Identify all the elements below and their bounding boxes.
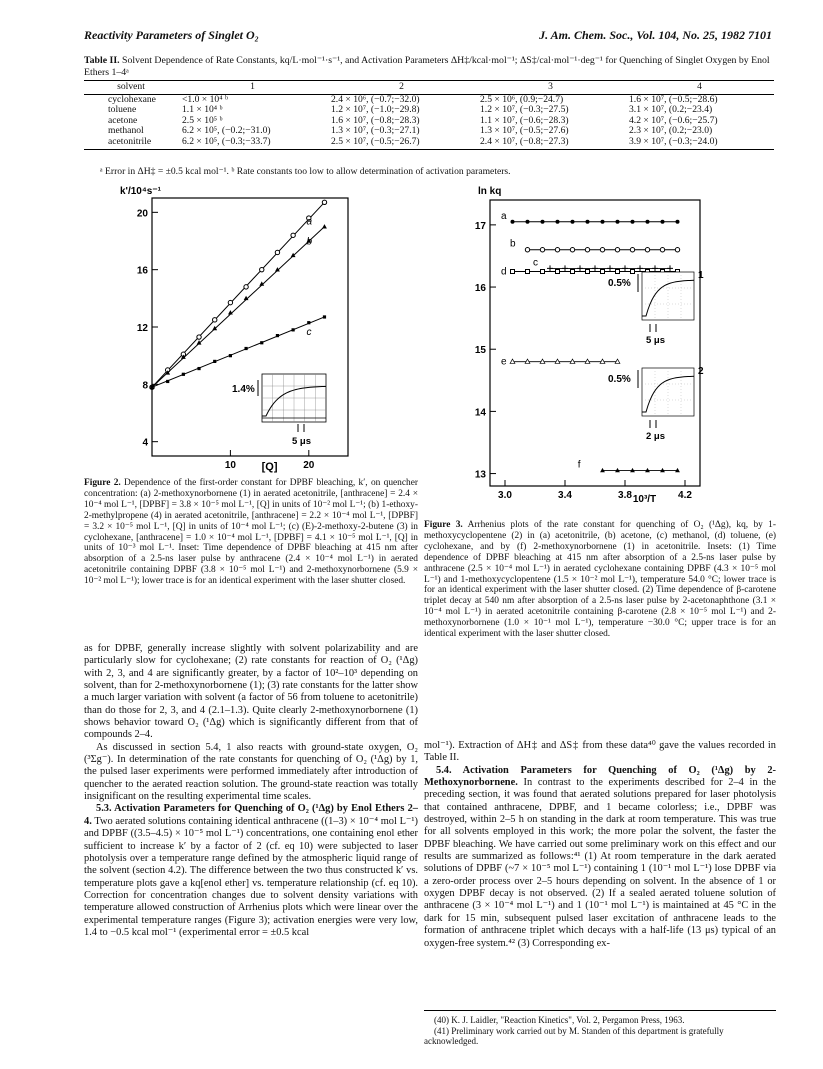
running-header [84, 28, 772, 44]
y-tick-label: 14 [474, 407, 486, 419]
table-cell-solvent: cyclohexane [108, 93, 156, 105]
data-point-b [540, 248, 544, 252]
table-cell: 1.1 × 10⁴ ᵇ [182, 104, 223, 115]
data-point-c [182, 373, 185, 376]
table-cell-solvent: acetone [108, 114, 138, 126]
data-point-c [592, 265, 598, 271]
x-tick-label: 3.0 [498, 490, 512, 501]
y-tick-label: 15 [474, 345, 486, 357]
references [424, 1010, 776, 1047]
data-point-b [585, 248, 589, 252]
inset-time-label: 2 μs [646, 431, 666, 442]
table-cell: 2.3 × 10⁷, (0.2;−23.0) [629, 125, 713, 136]
data-point-a [244, 285, 248, 289]
table-cell: 2.5 × 10⁵ ᵇ [182, 114, 223, 126]
data-point-c [562, 265, 568, 271]
y-tick-label: 4 [142, 437, 148, 449]
x-axis-label: [Q] [261, 461, 278, 473]
data-point-c [622, 265, 628, 271]
paragraph: mol⁻¹). Extraction of ΔH‡ and ΔS‡ from these data⁴⁰ gave the values recorded in Table II. [424, 740, 776, 764]
table-header-4: 4 [625, 81, 774, 95]
table-row [84, 126, 774, 137]
data-point-a [260, 267, 264, 271]
data-point-a [571, 220, 575, 224]
header-citation: J. Am. Chem. Soc., Vol. 104, No. 25, 1982 7101 [539, 28, 772, 42]
data-point-a [676, 220, 680, 224]
section-heading: 5.3. Activation Parameters for Quenching of O₂ (¹Δg) by Enol Ethers 2–4. [84, 803, 418, 827]
table-body [84, 94, 774, 150]
table-cell: <1.0 × 10⁴ ᵇ [182, 93, 228, 105]
table-caption-text: Solvent Dependence of Rate Constants, kq/L·mol⁻¹·s⁻¹, and Activation Parameters ΔH‡/kcal·mol⁻¹; ΔS‡/cal·mol⁻¹·deg⁻¹ for Quenching of Singlet Oxygen by Enol Ethers 1–4ᵃ [84, 55, 770, 78]
data-point-a [601, 220, 605, 224]
data-point-a [322, 200, 326, 204]
data-point-c [197, 367, 200, 370]
data-point-a [511, 220, 515, 224]
inset-scale-label: 1.4% [232, 384, 255, 395]
paragraph: as for DPBF, generally increase slightly with solvent polarizability and are particularly slow for cyclohexane; (2) rate constants for reaction of O₂ (¹Δg) with 2, 3, and 4 are significantly greater, by a factor of 10²–10³ depending on solvent, than for 2-methoxynorbornene (1); (3) rate constants for the latter show a much larger variation with solvent (a factor of 56 from toluene to acetonitrile) than do those for 2, 3, and 4 (2.1–1.3). Quite clearly 2-methoxynorbornene (1) shows behavior toward O₂ (¹Δg) which is significantly different from that of compounds 2–4. [84, 643, 418, 741]
y-tick-label: 8 [142, 380, 148, 392]
y-tick-label: 20 [136, 208, 148, 220]
right-column-body [424, 740, 776, 950]
data-point-b [660, 248, 664, 252]
data-point-a [661, 220, 665, 224]
y-tick-label: 17 [474, 220, 486, 232]
section-5-3 [84, 803, 418, 939]
plot-frame [490, 200, 700, 486]
data-point-c [229, 354, 232, 357]
inset-scale-label: 0.5% [608, 374, 631, 385]
data-point-c [244, 347, 247, 350]
series-label-c: c [533, 257, 538, 269]
data-point-a [541, 220, 545, 224]
data-point-b [322, 224, 327, 228]
reference: (40) K. J. Laidler, "Reaction Kinetics", Vol. 2, Pergamon Press, 1963. [434, 1015, 685, 1025]
series-label-b: b [509, 238, 516, 250]
data-point-c [652, 265, 658, 271]
x-tick-label: 3.8 [618, 490, 632, 501]
data-point-c [276, 334, 279, 337]
y-tick-label: 16 [136, 265, 148, 277]
table-cell: 1.2 × 10⁷, (−0.3;−27.5) [480, 104, 569, 115]
y-tick-label: 12 [136, 323, 148, 334]
data-point-b [600, 248, 604, 252]
table-ii [84, 80, 774, 150]
table-cell: 1.3 × 10⁷, (−0.3;−27.1) [331, 125, 420, 136]
curve-label-c: c [306, 326, 312, 338]
data-point-c [577, 265, 583, 271]
table-header-2: 2 [327, 81, 476, 95]
series-label-a: a [500, 210, 507, 222]
data-point-d [526, 270, 530, 274]
fit-line-a [152, 202, 324, 387]
inset-time-label: 5 μs [292, 436, 312, 447]
data-point-a [197, 335, 201, 339]
series-label-e: e [500, 356, 507, 368]
table-cell: 2.5 × 10⁶, (0.9;−24.7) [480, 93, 564, 105]
x-tick-label: 3.4 [558, 490, 572, 501]
data-point-b [645, 248, 649, 252]
data-point-b [525, 248, 529, 252]
table-cell: 2.5 × 10⁷, (−0.5;−26.7) [327, 137, 476, 150]
data-point-a [291, 233, 295, 237]
figure-2 [118, 186, 418, 476]
table-row [84, 137, 774, 150]
data-point-c [213, 360, 216, 363]
table-cell: 1.1 × 10⁷, (−0.6;−28.3) [480, 114, 569, 126]
data-point-d [541, 270, 545, 274]
table-cell: 3.1 × 10⁷, (0.2;−23.4) [629, 104, 713, 115]
data-point-c [547, 265, 553, 271]
table-cell-solvent: acetonitrile [84, 137, 178, 150]
table-cell: 6.2 × 10⁵, (−0.3;−33.7) [178, 137, 327, 150]
series-label-d: d [500, 266, 507, 278]
table-cell: 1.2 × 10⁷, (−1.0;−29.8) [331, 104, 420, 115]
data-point-c [150, 386, 153, 389]
table-caption [84, 55, 774, 79]
table-footnote: ᵃ Error in ΔH‡ = ±0.5 kcal mol⁻¹. ᵇ Rate constants too low to allow determination of activation parameters. [100, 166, 511, 177]
x-axis-label: 10³/T [632, 494, 657, 505]
figure-3-caption-text: Arrhenius plots of the rate constant for quenching of O₂ (¹Δg), kq, by 1-methoxycyclopentene (2) in (a) acetonitrile, (b) acetone, (c) methanol, (d) toluene, (e) cyclohexane, and by (f) 2-methoxynorbornene (1) in acetonitrile. Insets: (1) Time dependence of DPBF bleaching at 415 nm after absorption of a 2.5-ns laser pulse by anthracene (2.5 × 10⁻⁴ mol L⁻¹) in aerated cyclohexane containing DPBF (4.3 × 10⁻⁵ mol L⁻¹) and 1-methoxycyclopentene (1.5 × 10⁻² mol L⁻¹), temperature 54.0 °C; lower trace is for an identical experiment with the laser shutter closed. (2) Time dependence of β-carotene triplet decay at 540 nm after absorption of a 2.5-ns laser pulse by 2-acetonaphthone (3.1 × 10⁻⁴ mol L⁻¹) in aerated acetonitrile containing β-carotene (2.8 × 10⁻⁵ mol L⁻¹) and 2-methoxynorbornene (1.0 × 10⁻¹ mol L⁻¹), temperature −30.0 °C; upper trace is for an identical experiment with the laser shutter closed. [424, 520, 776, 640]
table-cell: 1.6 × 10⁷, (−0.8;−28.3) [331, 114, 420, 126]
header-title: Reactivity Parameters of Singlet O₂ [84, 28, 259, 42]
y-tick-label: 13 [474, 469, 486, 481]
figure-2-plot [120, 186, 348, 473]
data-point-d [631, 270, 635, 274]
inset-time-label: 5 μs [646, 335, 666, 346]
figure-3-caption [424, 520, 776, 640]
y-axis-label: k'/10⁴s⁻¹ [120, 186, 161, 197]
y-tick-label: 16 [474, 283, 486, 295]
table-cell: 2.4 × 10⁷, (−0.8;−27.3) [476, 137, 625, 150]
data-point-d [601, 270, 605, 274]
table-cell: 4.2 × 10⁷, (−0.6;−25.7) [629, 114, 718, 126]
table-header-solvent: solvent [84, 81, 178, 95]
inset-number: 2 [698, 366, 704, 377]
table-cell: 2.4 × 10⁶, (−0.7;−32.0) [331, 93, 420, 105]
data-point-c [307, 321, 310, 324]
data-point-a [526, 220, 530, 224]
figure-3 [454, 186, 724, 516]
left-column-body [84, 643, 418, 939]
data-point-a [213, 318, 217, 322]
inset-number: 1 [698, 270, 704, 281]
figure-2-caption-text: Dependence of the first-order constant for DPBF bleaching, k′, on quencher concentration: (a) 2-methoxynorbornene (1) in aerated acetonitrile, [anthracene] = 2.4 × 10⁻⁴ mol L⁻¹, [DPBF] = 3.8 × 10⁻⁵ mol L⁻¹, [Q] in units of 10⁻² mol L⁻¹; (b) 1-ethoxy-2-methylpropene (4) in aerated acetonitrile, [anthracene] = 2.2 × 10⁻⁴ mol L⁻¹, [DPBF] = 3.2 × 10⁻⁵ mol L⁻¹, [Q] in units of 10⁻⁴ mol L⁻¹; (c) (E)-2-methoxy-2-butene (3) in cyclohexane, [anthracene] = 1.0 × 10⁻⁴ mol L⁻¹, [DPBF] = 4.1 × 10⁻⁵ mol L⁻¹, [Q] in units of 10⁻³ mol L⁻¹. Inset: Time dependence of DPBF bleaching at 415 nm after absorption of a 2.5-ns laser pulse by anthracene (2.4 × 10⁻⁴ mol L⁻¹) in aerated acetonitrile containing DPBF (3.8 × 10⁻⁵ mol L⁻¹) and 2-methoxynorbornene (5.9 × 10⁻² mol L⁻¹); lower trace is for an identical experiment with the laser shutter closed. [84, 478, 418, 587]
x-tick-label: 4.2 [678, 490, 692, 501]
figure-3-plot [475, 186, 704, 505]
data-point-c [292, 328, 295, 331]
data-point-a [586, 220, 590, 224]
table-header-3: 3 [476, 81, 625, 95]
curve-label-a: a [306, 216, 313, 228]
figure-2-caption [84, 478, 418, 587]
x-tick-label: 20 [303, 460, 315, 471]
data-point-c [260, 341, 263, 344]
table-cell-solvent: toluene [108, 104, 137, 115]
data-point-b [570, 248, 574, 252]
data-point-a [631, 220, 635, 224]
paragraph: As discussed in section 5.4, 1 also reacts with ground-state oxygen, O₂ (³Σg⁻). In determination of the rate constants for quenching of O₂ (¹Δg) by 1, the pulsed laser experiments were performed immediately after introduction of quencher to the aerated reaction solution. The ground-state reaction was totally insignificant on the resulting experimental time scales. [84, 741, 418, 803]
section-heading: 5.4. Activation Parameters for Quenching of O₂ (¹Δg) by 2-Methoxynorbornene. [424, 764, 776, 789]
figure-3-caption-label: Figure 3. [424, 520, 463, 530]
data-point-d [511, 270, 515, 274]
data-point-b [555, 248, 559, 252]
data-point-a [228, 300, 232, 304]
data-point-b [212, 326, 217, 330]
x-tick-label: 10 [224, 460, 236, 471]
data-point-d [616, 270, 620, 274]
table-cell-solvent: methanol [108, 125, 144, 136]
reference: (41) Preliminary work carried out by M. Standen of this department is gratefully acknowledged. [424, 1025, 724, 1046]
data-point-c [166, 380, 169, 383]
data-point-a [275, 250, 279, 254]
table-cell: 6.2 × 10⁵, (−0.2;−31.0) [182, 125, 271, 136]
data-point-d [586, 270, 590, 274]
data-point-c [607, 265, 613, 271]
curve-label-b: b [306, 236, 313, 248]
section-5-4 [424, 765, 776, 950]
data-point-d [571, 270, 575, 274]
data-point-b [675, 248, 679, 252]
series-label-f: f [577, 459, 581, 471]
table-row [84, 105, 774, 116]
data-point-a [646, 220, 650, 224]
table-caption-label: Table II. [84, 55, 120, 66]
inset-scale-label: 0.5% [608, 278, 631, 289]
data-point-a [556, 220, 560, 224]
fit-line-b [152, 227, 324, 388]
section-text: Two aerated solutions containing identical anthracene ((1–3) × 10⁻⁴ mol L⁻¹) and DPBF ((3.5–4.5) × 10⁻⁵ mol L⁻¹) concentrations, one containing enol ether sufficient to increase k′ by a factor of 2 (cf. eq 10) were subjected to laser photolysis over a temperature range defined by the atmospheric liquid range of the solvent (section 4.2). The difference between the two thus constructed k′ vs. temperature plots gave a kq[enol ether] vs. temperature relationship (cf. eq 10). Correction for concentration changes due to solvent density variations with temperature allowed construction of Arrhenius plots which were linear over the experimental temperature ranges (Figure 3); activation energies were very low, 1.4 to −0.5 kcal mol⁻¹ (experimental error = ±0.5 kcal [84, 815, 418, 938]
data-point-c [637, 265, 643, 271]
data-point-c [667, 265, 673, 271]
data-point-c [323, 315, 326, 318]
data-point-b [630, 248, 634, 252]
table-header-1: 1 [178, 81, 327, 95]
data-point-b [615, 248, 619, 252]
data-point-a [616, 220, 620, 224]
y-axis-label: ln kq [478, 186, 502, 197]
table-cell: 1.6 × 10⁷, (−0.5;−28.6) [629, 93, 718, 105]
figure-2-caption-label: Figure 2. [84, 478, 121, 488]
table-cell: 1.3 × 10⁷, (−0.5;−27.6) [480, 125, 569, 136]
section-text: In contrast to the experiments described for 2–4 in the preceding section, it was found that aerated solutions prepared for laser photolysis that contained anthracene, DPBF, and 1 became colorless; i.e., DPBF was destroyed, within 2–5 h on standing in the dark at room temperature. This was true for all solvents employed in this work; the more polar the solvent, the faster the DPBF bleaching. We have carried out some preliminary work on this effect and our results are summarized as follows:⁴¹ (1) At room temperature in the dark aerated solutions of DPBF (~7 × 10⁻⁵ mol L⁻¹) containing 1 (10⁻¹ mol L⁻¹) lose DPBF via a zero-order process over 2–5 hours depending on solvent. In the absence of 1 or oxygen DPBF decay is not observed. (2) If a sealed aerated toluene solution of anthracene (3 × 10⁻⁴ mol L⁻¹) and 1 (10⁻¹ mol L⁻¹) is maintained at 45 °C in the dark for 15 min, subsequent pulsed laser excitation of anthracene leads to the formation of anthracene triplet which decays with a half-life (13 μs) typical of an oxygen-free system.⁴² (3) Corresponding ex- [424, 777, 776, 949]
table-cell: 3.9 × 10⁷, (−0.3;−24.0) [625, 137, 774, 150]
data-point-d [556, 270, 560, 274]
